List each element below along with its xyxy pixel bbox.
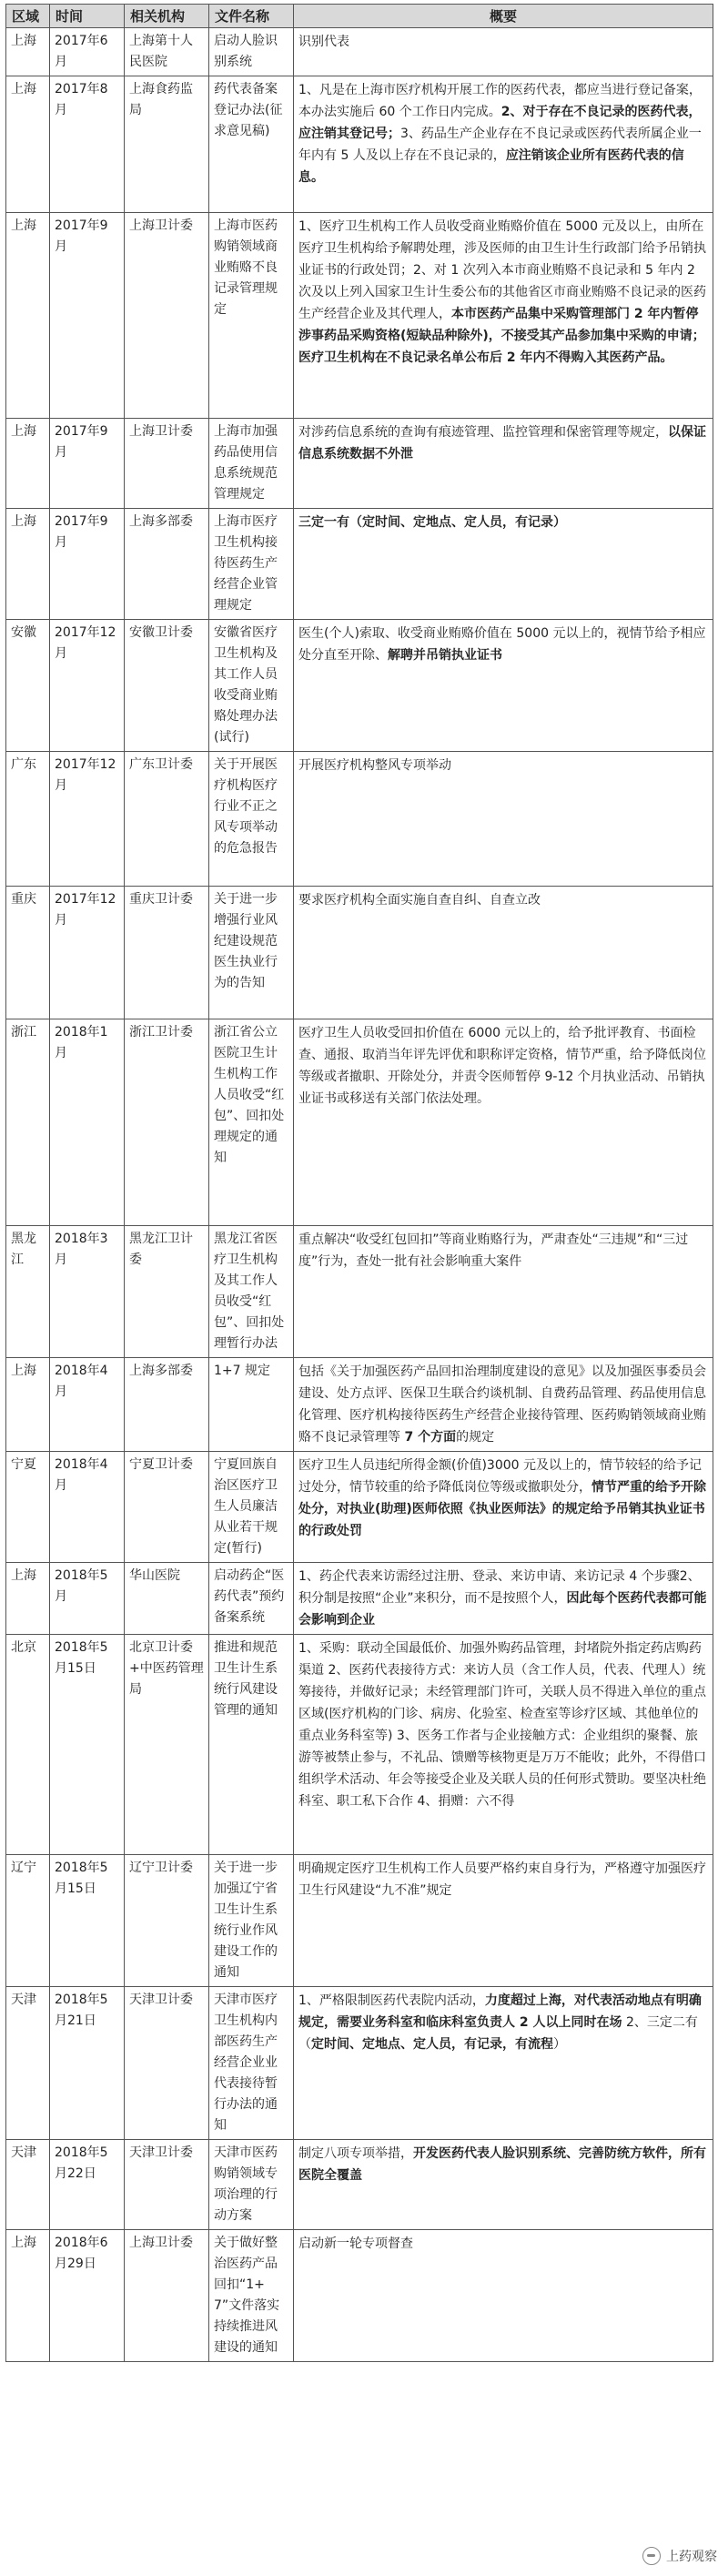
cell-time: 2017年9月 (50, 213, 125, 419)
cell-summary (294, 1563, 713, 1635)
cell-region: 上海 (6, 509, 50, 620)
summary-text: 1、医疗卫生机构工作人员收受商业贿赂价值在 5000 元及以上，由所在医疗卫生机构给予解聘处理，涉及医师的由卫生计生行政部门给予吊销执业证书的行政处罚；2、对 1 次列入本市商业贿赂不良记录和 5 年内 2 次及以上列入国家卫生计生委公布的其他省区市商业贿赂不良记录的医药生产经营企业及其代理人， (298, 219, 706, 321)
cell-file: 关于做好整治医药产品回扣“1+7”文件落实持续推进风建设的通知 (209, 2230, 294, 2362)
table-row (6, 419, 713, 509)
cell-region: 安徽 (6, 620, 50, 752)
summary-text: 1、采购：联动全国最低价、加强外购药品管理，封堵院外指定药店购药渠道 2、医药代表接待方式：来访人员（含工作人员，代表、代理人）统筹接待，并做好记录；未经管理部门许可，关联人员不得进入单位的重点区域(医疗机构的门诊、病房、化验室、检查室等诊疗区域、其他单位的重点业务科室等) 3、医务工作者与企业接触方式：企业组织的聚餐、旅游等被禁止参与，不礼品、馈赠等核物更是万万不能收；此外，不得借口组织学术活动、年会等接受企业及关联人员的任何形式赞助。要坚决杜绝科室、职工私下合作 4、捐赠：六不得 (298, 1641, 706, 1809)
cell-time: 2018年4月 (50, 1358, 125, 1452)
summary-text: 2、积分制是按照“企业”来积分，而不是按照个人， (298, 1569, 701, 1606)
table-row (6, 752, 713, 887)
cell-time: 2018年3月 (50, 1226, 125, 1358)
summary-text: 开展医疗机构整风专项举动 (298, 758, 451, 773)
summary-bold-text: 2、对于存在不良记录的医药代表，应注销其登记号； (298, 105, 702, 141)
cell-summary (294, 419, 713, 509)
table-row (6, 1452, 713, 1563)
table-row (6, 1855, 713, 1987)
cell-org: 天津卫计委 (125, 2140, 209, 2230)
table-row (6, 1987, 713, 2140)
cell-summary (294, 1019, 713, 1226)
header-org: 相关机构 (125, 5, 209, 28)
cell-org: 黑龙江卫计委 (125, 1226, 209, 1358)
summary-bold-text: 解聘并吊销执业证书 (388, 648, 502, 663)
table-row (6, 1358, 713, 1452)
cell-file: 安徽省医疗卫生机构及其工作人员收受商业贿赂处理办法(试行) (209, 620, 294, 752)
cell-file: 浙江省公立医院卫生计生机构工作人员收受“红包”、回扣处理规定的通知 (209, 1019, 294, 1226)
cell-time: 2017年8月 (50, 76, 125, 213)
table-row (6, 2140, 713, 2230)
cell-file: 关于开展医疗机构医疗行业不正之风专项举动的危急报告 (209, 752, 294, 887)
cell-org: 华山医院 (125, 1563, 209, 1635)
cell-region: 北京 (6, 1635, 50, 1855)
header-time: 时间 (50, 5, 125, 28)
cell-time: 2018年1月 (50, 1019, 125, 1226)
cell-region: 上海 (6, 419, 50, 509)
summary-bold-text: 7 个方面 (404, 1430, 457, 1445)
summary-text: 对涉药信息系统的查询有痕迹管理、监控管理和保密管理等规定， (298, 425, 668, 440)
cell-org: 宁夏卫计委 (125, 1452, 209, 1563)
table-row (6, 76, 713, 213)
cell-summary (294, 509, 713, 620)
summary-bold-text: 力度超过上海，对代表活动地点有明确规定，需要业务科室和临床科室负责人 2 人以上同时在场 (298, 1993, 702, 2030)
summary-text: 3、药品生产企业存在不良记录或医药代表所属企业一年内有 5 人及以上存在不良记录的， (298, 127, 702, 163)
table-row (6, 1019, 713, 1226)
cell-region: 上海 (6, 2230, 50, 2362)
cell-time: 2017年9月 (50, 509, 125, 620)
cell-time: 2018年6月29日 (50, 2230, 125, 2362)
cell-region: 宁夏 (6, 1452, 50, 1563)
cell-summary (294, 752, 713, 887)
summary-bold-text: 应注销该企业所有医药代表的信息。 (298, 148, 684, 185)
table-row (6, 509, 713, 620)
chat-bubble-icon (642, 2547, 661, 2565)
cell-org: 浙江卫计委 (125, 1019, 209, 1226)
cell-org: 上海卫计委 (125, 213, 209, 419)
cell-org: 广东卫计委 (125, 752, 209, 887)
cell-summary (294, 28, 713, 76)
cell-file: 宁夏回族自治区医疗卫生人员廉洁从业若干规定(暂行) (209, 1452, 294, 1563)
cell-file: 启动药企“医药代表”预约备案系统 (209, 1563, 294, 1635)
watermark-text: 上药观察 (666, 2550, 717, 2564)
summary-text: 启动新一轮专项督查 (298, 2236, 413, 2251)
table-row (6, 620, 713, 752)
cell-org: 上海第十人民医院 (125, 28, 209, 76)
summary-bold-text: 情节严重的给予开除处分，对执业(助理)医师依照《执业医师法》的规定给予吊销其执业证书的行政处罚 (298, 1480, 706, 1538)
cell-file: 上海市医疗卫生机构接待医药生产经营企业管理规定 (209, 509, 294, 620)
cell-file: 关于进一步增强行业风纪建设规范医生执业行为的告知 (209, 887, 294, 1019)
summary-bold-text: 以保证信息系统数据不外泄 (298, 425, 706, 461)
cell-summary (294, 1226, 713, 1358)
summary-text: 重点解决“收受红包回扣”等商业贿赂行为，严肃查处“三违规”和“三过度”行为，查处一批有社会影响重大案件 (298, 1232, 689, 1269)
cell-summary (294, 1855, 713, 1987)
summary-text: 1、严格限制医药代表院内活动， (298, 1993, 485, 2008)
cell-org: 辽宁卫计委 (125, 1855, 209, 1987)
cell-time: 2018年5月15日 (50, 1635, 125, 1855)
cell-file: 1+7 规定 (209, 1358, 294, 1452)
cell-region: 广东 (6, 752, 50, 887)
cell-region: 浙江 (6, 1019, 50, 1226)
summary-bold-text: 定时间、定地点、定人员，有记录，有流程 (311, 2037, 553, 2052)
cell-org: 上海多部委 (125, 1358, 209, 1452)
cell-region: 上海 (6, 1563, 50, 1635)
cell-summary (294, 1635, 713, 1855)
summary-text: 1、药企代表来访需经过注册、登录、来访申请、来访记录 4 个步骤 (298, 1569, 680, 1584)
cell-time: 2018年4月 (50, 1452, 125, 1563)
cell-time: 2017年12月 (50, 620, 125, 752)
cell-org: 上海多部委 (125, 509, 209, 620)
table-body (6, 28, 713, 2362)
summary-text: 要求医疗机构全面实施自查自纠、自查立改 (298, 893, 541, 908)
cell-time: 2017年9月 (50, 419, 125, 509)
summary-text: 制定八项专项举措， (298, 2146, 413, 2161)
cell-region: 上海 (6, 1358, 50, 1452)
cell-time: 2018年5月21日 (50, 1987, 125, 2140)
cell-summary (294, 213, 713, 419)
cell-summary (294, 2140, 713, 2230)
cell-org: 天津卫计委 (125, 1987, 209, 2140)
table-row (6, 2230, 713, 2362)
cell-time: 2018年5月 (50, 1563, 125, 1635)
table-row (6, 213, 713, 419)
cell-time: 2017年12月 (50, 752, 125, 887)
table-row (6, 887, 713, 1019)
cell-time: 2017年12月 (50, 887, 125, 1019)
watermark (642, 2547, 717, 2565)
cell-file: 天津市医药购销领域专项治理的行动方案 (209, 2140, 294, 2230)
table-row (6, 28, 713, 76)
cell-summary (294, 620, 713, 752)
cell-org: 重庆卫计委 (125, 887, 209, 1019)
cell-org: 上海卫计委 (125, 2230, 209, 2362)
table-row (6, 1226, 713, 1358)
cell-summary (294, 2230, 713, 2362)
cell-file: 推进和规范卫生计生系统行风建设管理的通知 (209, 1635, 294, 1855)
cell-org: 上海食药监局 (125, 76, 209, 213)
cell-org: 安徽卫计委 (125, 620, 209, 752)
summary-text: 识别代表 (298, 35, 349, 49)
cell-summary (294, 1452, 713, 1563)
cell-region: 上海 (6, 76, 50, 213)
cell-region: 上海 (6, 213, 50, 419)
header-file: 文件名称 (209, 5, 294, 28)
table-row (6, 1635, 713, 1855)
header-row (6, 5, 713, 28)
cell-file: 天津市医疗卫生机构内部医药生产经营企业业代表接待暂行办法的通知 (209, 1987, 294, 2140)
cell-region: 黑龙江 (6, 1226, 50, 1358)
summary-bold-text: 三定一有（定时间、定地点、定人员，有记录） (298, 515, 566, 530)
header-region: 区域 (6, 5, 50, 28)
cell-file: 上海市加强药品使用信息系统规范管理规定 (209, 419, 294, 509)
summary-bold-text: 本市医药产品集中采购管理部门 2 年内暂停涉事药品采购资格(短缺品种除外)，不接受其产品参加集中采购的申请；医疗卫生机构在不良记录名单公布后 2 年内不得购入其医药产品。 (298, 307, 705, 365)
cell-summary (294, 1987, 713, 2140)
cell-summary (294, 1358, 713, 1452)
cell-file: 关于进一步加强辽宁省卫生计生系统行业作风建设工作的通知 (209, 1855, 294, 1987)
summary-text: 明确规定医疗卫生机构工作人员要严格约束自身行为，严格遵守加强医疗卫生行风建设“九不准”规定 (298, 1861, 706, 1898)
summary-text: 的规定 (456, 1430, 495, 1445)
cell-summary (294, 887, 713, 1019)
cell-time: 2018年5月22日 (50, 2140, 125, 2230)
summary-text: 1、凡是在上海市医疗机构开展工作的医药代表，都应当进行登记备案，本办法实施后 60 个工作日内完成。 (298, 83, 702, 119)
cell-region: 天津 (6, 2140, 50, 2230)
summary-text: ） (553, 2037, 566, 2052)
cell-file: 上海市医药购销领域商业贿赂不良记录管理规定 (209, 213, 294, 419)
summary-bold-text: 因此每个医药代表都可能会影响到企业 (298, 1591, 707, 1628)
summary-text: 医疗卫生人员收受回扣价值在 6000 元以上的，给予批评教育、书面检查、通报、取消当年评先评优和职称评定资格，情节严重，给予降低岗位等级或者撤职、开除处分，并责令医师暂停 9-12 个月执业活动、吊销执业证书或移送有关部门依法处理。 (298, 1026, 706, 1106)
cell-summary (294, 76, 713, 213)
cell-time: 2018年5月15日 (50, 1855, 125, 1987)
cell-file: 黑龙江省医疗卫生机构及其工作人员收受“红包”、回扣处理暂行办法 (209, 1226, 294, 1358)
header-summary: 概要 (294, 5, 713, 28)
summary-text: 医疗卫生人员违纪所得金额(价值)3000 元及以上的，情节较轻的给予记过处分，情节较重的给予降低岗位等级或撤职处分， (298, 1458, 703, 1495)
policy-table (5, 4, 713, 2362)
cell-org: 上海卫计委 (125, 419, 209, 509)
cell-file: 药代表备案登记办法(征求意见稿) (209, 76, 294, 213)
cell-region: 重庆 (6, 887, 50, 1019)
cell-time: 2017年6月 (50, 28, 125, 76)
summary-text: 包括《关于加强医药产品回扣治理制度建设的意见》以及加强医事委员会建设、处方点评、医保卫生联合约谈机制、自费药品管理、药品使用信息化管理、医疗机构接待医药生产经营企业接待管理、医药购销领域商业贿赂不良记录管理等 (298, 1364, 706, 1445)
table-row (6, 1563, 713, 1635)
cell-region: 辽宁 (6, 1855, 50, 1987)
cell-org: 北京卫计委+中医药管理局 (125, 1635, 209, 1855)
cell-region: 上海 (6, 28, 50, 76)
summary-text: 2、三定二有（ (298, 2015, 698, 2052)
cell-region: 天津 (6, 1987, 50, 2140)
summary-bold-text: 开发医药代表人脸识别系统、完善防统方软件，所有医院全覆盖 (298, 2146, 706, 2183)
cell-file: 启动人脸识别系统 (209, 28, 294, 76)
summary-text: 医生(个人)索取、收受商业贿赂价值在 5000 元以上的，视情节给予相应处分直至开除、 (298, 626, 706, 663)
